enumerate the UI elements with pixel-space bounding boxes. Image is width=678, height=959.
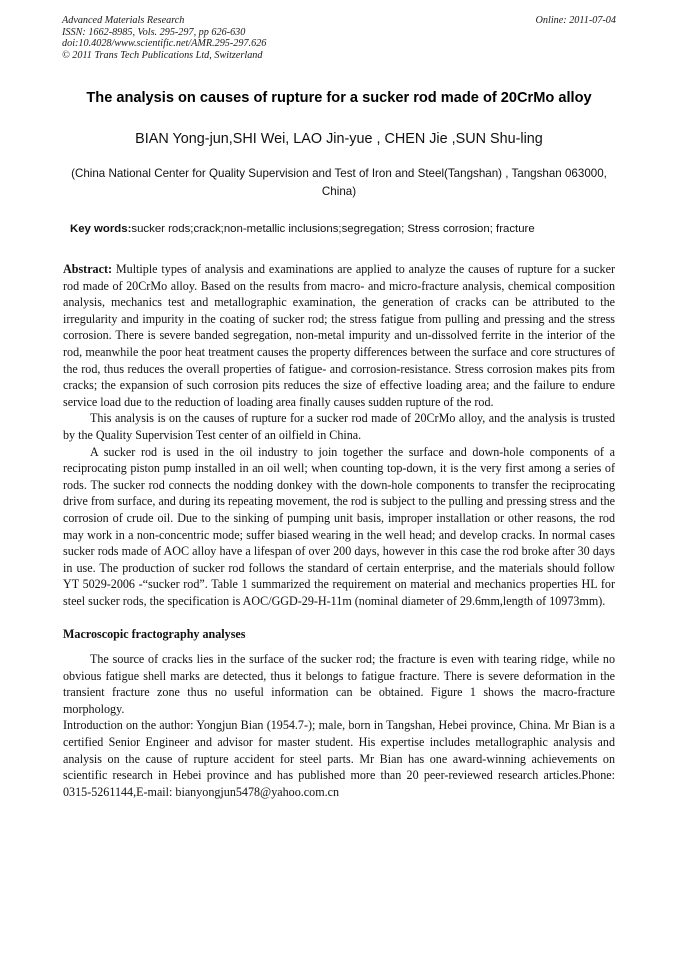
body-paragraph-2: A sucker rod is used in the oil industry to join together the surface and down-hole components of a reciprocating piston pump installed in an oil well; when counting top-down, it is the very first among a series of rods. The sucker rod connects the nodding donkey with the down-hole components to transfer the reciprocating drive from surface, and during its repeating movement, the rod is subject to the pulling and pressing stress and the corrosion of crude oil. Due to the sinking of pumping unit basis, improper installation or other reasons, the rod may work in a non-concentric mode; suffer biased wearing in the well head; and develop cracks. In normal cases sucker rods made of AOC alloy have a lifespan of over 200 days, however in this case the rod broke after 30 days in use. The production of sucker rod follows the standard of certain enterprise, and the materials should follow YT 5029-2006 -“sucker rod”. Table 1 summarized the requirement on material and mechanics properties HL for steel sucker rods, the specification is AOC/GGD-29-H-11m (nominal diameter of 29.6mm,length of 10973mm). bbox=[63, 444, 615, 608]
abstract-label: Abstract: bbox=[63, 262, 113, 276]
section-heading: Macroscopic fractography analyses bbox=[63, 627, 246, 642]
abstract-text: Multiple types of analysis and examinations are applied to analyze the causes of rupture for a sucker rod made of 20CrMo alloy. Based on the results from macro- and micro-fracture analysis, chemical composition analysis, mechanics test and metallographic examination, the generation of cracks can be attributed to the irregularity and impurity in the coating of sucker rod; the stress fatigue from pulling and pressing and the stress corrosion. There is severe banded segregation, non-metal impurity and un-dissolved ferrite in the interior of the rod, meanwhile the poor heat treatment causes the property differences between the surface and core structures of the rod, thus reduces the overall properties of fatigue- and corrosion-resistance. Stress corrosion makes pits from cracks; the expansion of such corrosion pits reduces the size of effective loading area; and the failure to endure service load due to the reduction of loading area finally causes sudden rupture of the rod. bbox=[63, 262, 615, 409]
keywords-text: sucker rods;crack;non-metallic inclusions;segregation; Stress corrosion; fracture bbox=[131, 223, 535, 235]
author-note: Introduction on the author: Yongjun Bian (1954.7-); male, born in Tangshan, Hebei province, China. Mr Bian is a certified Senior Engineer and advisor for master student. His expertise includes metallographic analysis and analysis on the cause of rupture accident for steel parts. Mr Bian has one award-winning achievements on scientific research in Hebei province and has published more than 20 peer-reviewed research articles.Phone: 0315-5261144,E-mail: bianyongjun5478@yahoo.com.cn bbox=[63, 718, 615, 799]
paper-body bbox=[63, 261, 615, 800]
keywords-line bbox=[70, 223, 630, 235]
body-paragraph-3: The source of cracks lies in the surface of the sucker rod; the fracture is even with tearing ridge, while no obvious fatigue shell marks are detected, thus it belongs to fatigue fracture. There is severe deformation in the transient fracture zone thus no useful information can be obtained. Figure 1 shows the macro-fracture morphology. bbox=[63, 652, 615, 716]
online-date: Online: 2011-07-04 bbox=[535, 15, 616, 26]
doi-line: doi:10.4028/www.scientific.net/AMR.295-297.626 bbox=[62, 38, 267, 49]
journal-name: Advanced Materials Research bbox=[62, 15, 185, 26]
copyright-line: © 2011 Trans Tech Publications Ltd, Switzerland bbox=[62, 49, 263, 61]
affiliation: (China National Center for Quality Supervision and Test of Iron and Steel(Tangshan) , Tangshan 063000, China) bbox=[71, 167, 607, 198]
author-list: BIAN Yong-jun,SHI Wei, LAO Jin-yue , CHEN Jie ,SUN Shu-ling bbox=[135, 131, 543, 147]
keywords-label: Key words: bbox=[70, 223, 132, 235]
issn-line: ISSN: 1662-8985, Vols. 295-297, pp 626-630 bbox=[62, 26, 246, 38]
abstract-paragraph bbox=[63, 261, 615, 410]
paper-title: The analysis on causes of rupture for a sucker rod made of 20CrMo alloy bbox=[86, 90, 592, 106]
page-header bbox=[62, 15, 616, 61]
body-paragraph-1: This analysis is on the causes of rupture for a sucker rod made of 20CrMo alloy, and the analysis is trusted by the Quality Supervision Test center of an oilfield in China. bbox=[63, 411, 615, 442]
